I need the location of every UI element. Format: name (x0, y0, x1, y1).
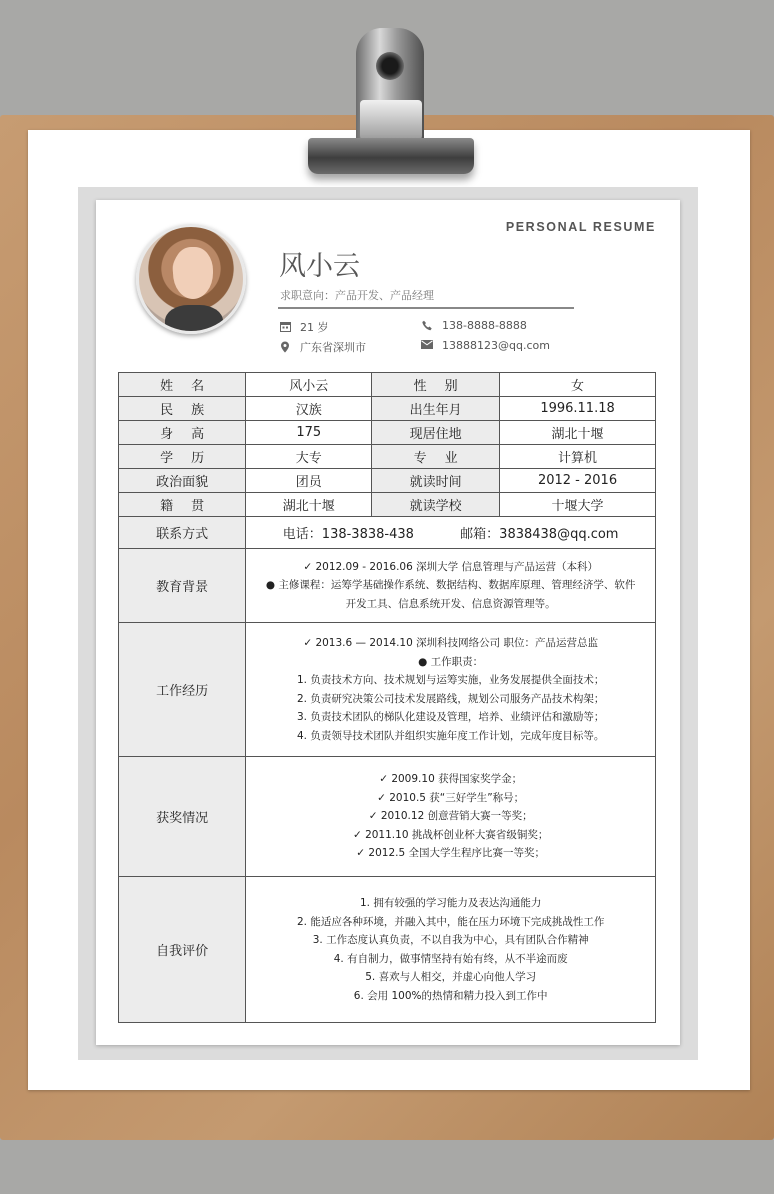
table-row (119, 493, 656, 517)
self-line: 6. 会用 100%的热情和精力投入到工作中 (353, 989, 548, 1002)
work-line: 4. 负责领导技术团队并组织实施年度工作计划，完成年度目标等。 (296, 729, 605, 742)
location-info (279, 339, 366, 355)
field-label: 现居住地 (372, 421, 500, 445)
field-value: 175 (246, 421, 372, 445)
avatar-shoulders (165, 305, 223, 334)
age-text: 21 岁 (300, 321, 329, 334)
field-value: 团员 (246, 469, 372, 493)
self-label: 自我评价 (119, 877, 246, 1023)
table-row (119, 397, 656, 421)
job-intent: 求职意向：产品开发、产品经理 (280, 289, 434, 302)
awards-body (246, 757, 656, 877)
work-line: 1. 负责技术方向、技术规划与运筹实施，业务发展提供全面技术； (296, 674, 605, 686)
phone-icon (421, 320, 433, 332)
field-value: 风小云 (246, 373, 372, 397)
education-line: 开发工具、信息系统开发、信息资源管理等。 (345, 597, 556, 610)
self-line: 4. 有自制力，做事情坚持有始有终，从不半途而废 (333, 952, 568, 965)
education-line: ● 主修课程：运筹学基础操作系统、数据结构、数据库原理、管理经济学、软件 (265, 579, 636, 592)
phone-info (421, 319, 527, 332)
education-line: ✓ 2012.09 - 2016.06 深圳大学 信息管理与产品运营（本科） (303, 560, 598, 573)
field-label: 性别 (372, 373, 500, 397)
age-info (279, 319, 329, 335)
field-value: 大专 (246, 445, 372, 469)
self-line: 3. 工作态度认真负责，不以自我为中心，具有团队合作精神 (312, 934, 589, 946)
field-label: 学历 (119, 445, 246, 469)
work-line: ● 工作职责： (418, 655, 484, 668)
field-value: 女 (500, 373, 656, 397)
field-label: 民族 (119, 397, 246, 421)
work-body (246, 623, 656, 757)
clip-hole (376, 52, 404, 80)
phone-text: 138-8888-8888 (442, 319, 527, 332)
contact-phone: 电话：138-3838-438 (282, 527, 414, 542)
resume-sheet (96, 200, 680, 1045)
self-line: 1. 拥有较强的学习能力及表达沟通能力 (359, 897, 542, 909)
award-line: ✓ 2012.5 全国大学生程序比赛一等奖； (356, 847, 545, 860)
divider (278, 307, 574, 309)
education-label: 教育背景 (119, 549, 246, 623)
envelope-icon (421, 340, 433, 352)
field-value: 1996.11.18 (500, 397, 656, 421)
field-value: 湖北十堰 (500, 421, 656, 445)
clip-plate (360, 100, 422, 140)
work-line: ✓ 2013.6 — 2014.10 深圳科技网络公司 职位：产品运营总监 (303, 637, 598, 649)
table-row (119, 469, 656, 493)
field-value: 2012 - 2016 (500, 469, 656, 493)
resume-table (118, 372, 656, 1023)
field-value: 计算机 (500, 445, 656, 469)
email-info (421, 339, 550, 352)
work-label: 工作经历 (119, 623, 246, 757)
award-line: ✓ 2010.12 创意营销大赛一等奖； (368, 810, 533, 823)
clip-bar (308, 138, 474, 174)
contact-values (246, 517, 656, 549)
education-row (119, 549, 656, 623)
field-label: 就读学校 (372, 493, 500, 517)
calendar-icon (279, 321, 291, 333)
map-pin-icon (279, 341, 291, 353)
work-line: 2. 负责研究决策公司技术发展路线，规划公司服务产品技术构架； (296, 692, 605, 705)
location-text: 广东省深圳市 (300, 341, 366, 354)
award-line: ✓ 2011.10 挑战杯创业杯大赛省级铜奖； (352, 828, 549, 841)
table-row (119, 421, 656, 445)
field-label: 政治面貌 (119, 469, 246, 493)
field-label: 姓名 (119, 373, 246, 397)
resume-title: PERSONAL RESUME (505, 220, 656, 234)
self-row (119, 877, 656, 1023)
self-line: 2. 能适应各种环境，并融入其中，能在压力环境下完成挑战性工作 (296, 915, 605, 928)
table-row (119, 445, 656, 469)
work-row (119, 623, 656, 757)
field-label: 专业 (372, 445, 500, 469)
field-label: 出生年月 (372, 397, 500, 421)
field-label: 身高 (119, 421, 246, 445)
self-body (246, 877, 656, 1023)
education-body (246, 549, 656, 623)
person-name: 风小云 (279, 251, 360, 282)
avatar-face (173, 247, 213, 299)
awards-row (119, 757, 656, 877)
field-value: 湖北十堰 (246, 493, 372, 517)
field-label: 籍贯 (119, 493, 246, 517)
field-value: 十堰大学 (500, 493, 656, 517)
contact-label: 联系方式 (119, 517, 246, 549)
awards-label: 获奖情况 (119, 757, 246, 877)
email-text: 13888123@qq.com (442, 339, 550, 352)
field-label: 就读时间 (372, 469, 500, 493)
award-line: ✓ 2009.10 获得国家奖学金； (379, 773, 523, 786)
field-value: 汉族 (246, 397, 372, 421)
contact-email: 邮箱：3838438@qq.com (460, 527, 619, 542)
table-row (119, 373, 656, 397)
work-line: 3. 负责技术团队的梯队化建设及管理，培养、业绩评估和激励等； (296, 711, 605, 723)
contact-row (119, 517, 656, 549)
self-line: 5. 喜欢与人相交，并虚心向他人学习 (365, 971, 537, 983)
award-line: ✓ 2010.5 获“三好学生”称号； (377, 791, 525, 804)
avatar (136, 224, 246, 334)
